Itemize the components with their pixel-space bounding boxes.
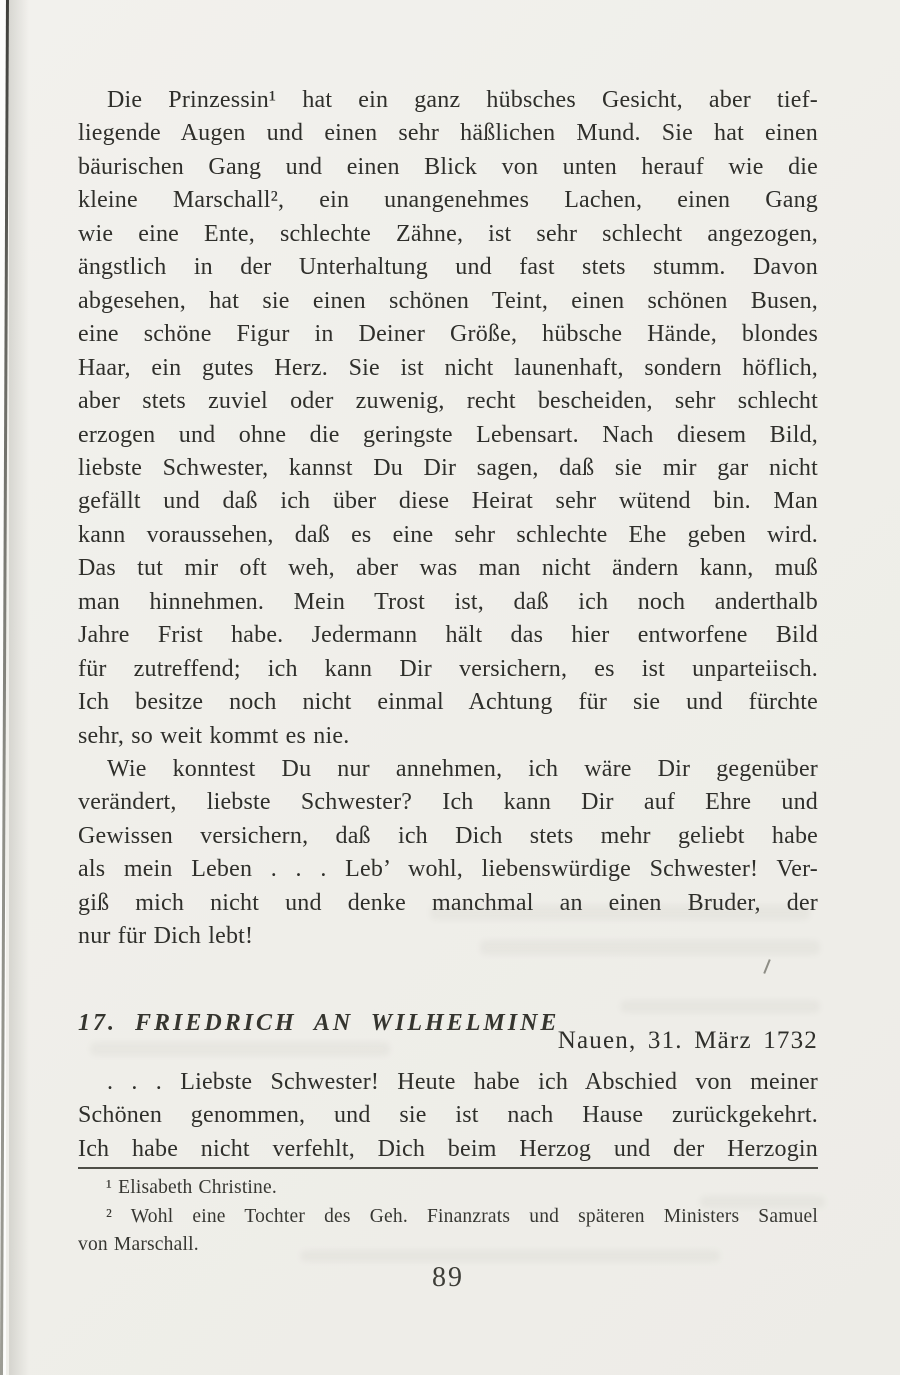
text-line: kleine Marschall², ein unangenehmes Lachen, einen Gang [78,187,818,214]
text-line: aber stets zuviel oder zuwenig, recht bescheiden, sehr schlecht [78,388,818,415]
text-line: Schönen genommen, und sie ist nach Hause zurückgekehrt. [78,1102,818,1129]
text-line: man hinnehmen. Mein Trost ist, daß ich noch anderthalb [78,588,818,615]
footnote-2 [78,1203,818,1260]
text-line: ¹ Elisabeth Christine. [106,1177,277,1198]
text-line: Das tut mir oft weh, aber was man nicht ändern kann, muß [78,555,818,582]
paragraph-princess-description [78,84,818,753]
text-line: Jahre Frist habe. Jedermann hält das hier entworfene Bild [78,622,818,649]
footnote-separator-rule [78,1167,818,1169]
text-line: erzogen und ohne die geringste Lebensart. Nach diesem Bild, [78,421,818,448]
text-line: Ich habe nicht verfehlt, Dich beim Herzog und der Herzogin [78,1135,818,1162]
text-line: verändert, liebste Schwester? Ich kann Dir auf Ehre und [78,789,818,816]
text-line: liegende Augen und einen sehr häßlichen Mund. Sie hat einen [78,120,818,147]
binding-edge-shadow [9,0,29,1375]
text-line: Haar, ein gutes Herz. Sie ist nicht launenhaft, sondern höflich, [78,354,818,381]
text-line: Ich besitze noch nicht einmal Achtung für sie und fürchte [78,689,818,716]
text-line: von Marschall. [78,1234,199,1255]
text-line: eine schöne Figur in Deiner Größe, hübsche Hände, blondes [78,321,818,348]
text-line: als mein Leben . . . Leb’ wohl, liebenswürdige Schwester! Ver- [78,856,818,883]
text-line: wie eine Ente, schlechte Zähne, ist sehr schlecht angezogen, [78,220,818,247]
text-line: für zutreffend; ich kann Dir versichern, es ist unparteiisch. [78,655,818,682]
letter-dateline: Nauen, 31. März 1732 [557,1027,818,1054]
text-line: Die Prinzessin¹ hat ein ganz hübsches Gesicht, aber tief- [107,87,818,113]
text-line: ² Wohl eine Tochter des Geh. Finanzrats und späteren Ministers Samuel [106,1205,818,1227]
text-line: liebste Schwester, kannst Du Dir sagen, daß sie mir gar nicht [78,454,818,481]
paragraph-letter-body [78,1066,818,1166]
text-line: ängstlich in der Unterhaltung und fast stets stumm. Davon [78,254,818,281]
text-line: abgesehen, hat sie einen schönen Teint, einen schönen Busen, [78,287,818,314]
paragraph-to-sister [78,753,818,954]
footnotes-section [78,1174,818,1260]
text-line: sehr, so weit kommt es nie. [78,722,350,749]
text-line: Wie konntest Du nur annehmen, ich wäre Dir gegenüber [107,756,818,782]
text-line: kann voraussehen, daß es eine sehr schlechte Ehe geben wird. [78,521,818,548]
text-line: giß mich nicht und denke manchmal an einen Bruder, der [78,889,818,916]
text-line: bäurischen Gang und einen Blick von unten herauf wie die [78,153,818,180]
footnote-1 [78,1174,818,1203]
page-number: 89 [432,1262,464,1293]
text-line: . . . Liebste Schwester! Heute habe ich Abschied von meiner [107,1069,818,1095]
bleedthrough-smudge [620,1000,820,1013]
scan-artifact-mark [763,959,770,974]
text-line: nur für Dich lebt! [78,923,254,950]
text-line: gefällt und daß ich über diese Heirat sehr wütend bin. Man [78,488,818,515]
letter-heading: 17. FRIEDRICH AN WILHELMINE [78,1009,560,1036]
text-line: Gewissen versichern, daß ich Dich stets mehr geliebt habe [78,822,818,849]
